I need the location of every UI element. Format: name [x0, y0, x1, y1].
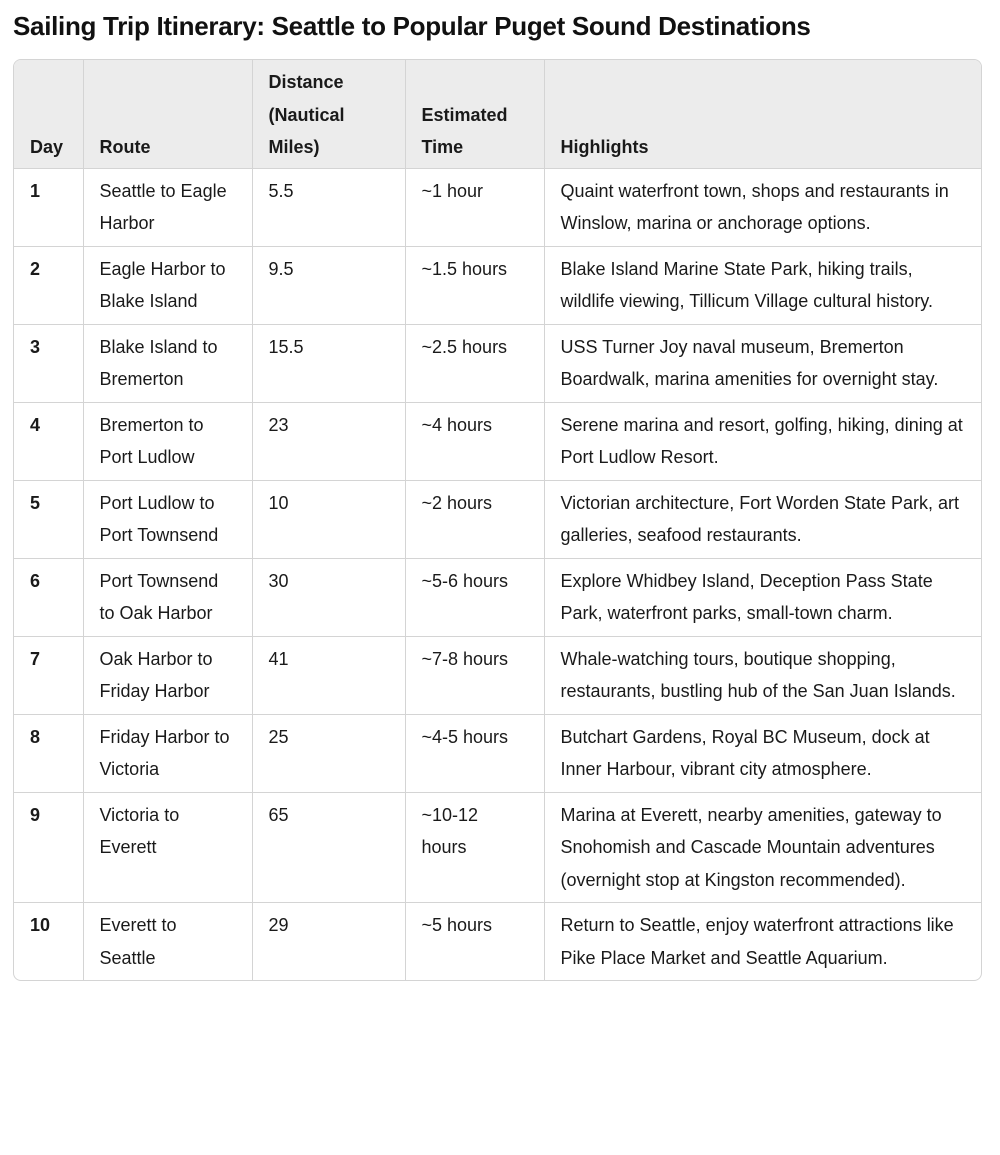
cell-day: 9: [14, 792, 83, 903]
cell-highlights: Explore Whidbey Island, Deception Pass State Park, waterfront parks, small-town charm.: [544, 558, 981, 636]
table-row: [14, 246, 981, 324]
header-day: Day: [14, 60, 83, 168]
cell-time: ~5-6 hours: [405, 558, 544, 636]
cell-time: ~10-12 hours: [405, 792, 544, 903]
cell-distance: 25: [252, 714, 405, 792]
cell-time: ~2.5 hours: [405, 324, 544, 402]
cell-time: ~5 hours: [405, 903, 544, 981]
header-distance: Distance (Nautical Miles): [252, 60, 405, 168]
header-highlights: Highlights: [544, 60, 981, 168]
header-route: Route: [83, 60, 252, 168]
cell-route: Friday Harbor to Victoria: [83, 714, 252, 792]
cell-distance: 41: [252, 636, 405, 714]
table-row: [14, 792, 981, 903]
cell-highlights: Butchart Gardens, Royal BC Museum, dock at Inner Harbour, vibrant city atmosphere.: [544, 714, 981, 792]
cell-time: ~7-8 hours: [405, 636, 544, 714]
cell-day: 8: [14, 714, 83, 792]
table-header: [14, 60, 981, 168]
cell-route: Oak Harbor to Friday Harbor: [83, 636, 252, 714]
table-row: [14, 714, 981, 792]
cell-highlights: Victorian architecture, Fort Worden State Park, art galleries, seafood restaurants.: [544, 480, 981, 558]
cell-distance: 30: [252, 558, 405, 636]
table-row: [14, 402, 981, 480]
cell-route: Seattle to Eagle Harbor: [83, 168, 252, 246]
table-row: [14, 903, 981, 981]
cell-route: Port Ludlow to Port Townsend: [83, 480, 252, 558]
cell-distance: 23: [252, 402, 405, 480]
cell-highlights: Quaint waterfront town, shops and restaurants in Winslow, marina or anchorage options.: [544, 168, 981, 246]
itinerary-table-container: [13, 59, 982, 981]
cell-route: Eagle Harbor to Blake Island: [83, 246, 252, 324]
cell-highlights: USS Turner Joy naval museum, Bremerton Boardwalk, marina amenities for overnight stay.: [544, 324, 981, 402]
table-row: [14, 558, 981, 636]
cell-highlights: Blake Island Marine State Park, hiking trails, wildlife viewing, Tillicum Village cultural history.: [544, 246, 981, 324]
cell-day: 4: [14, 402, 83, 480]
cell-day: 1: [14, 168, 83, 246]
cell-route: Bremerton to Port Ludlow: [83, 402, 252, 480]
cell-route: Port Townsend to Oak Harbor: [83, 558, 252, 636]
table-body: [14, 168, 981, 980]
table-row: [14, 168, 981, 246]
cell-day: 2: [14, 246, 83, 324]
cell-route: Everett to Seattle: [83, 903, 252, 981]
cell-day: 6: [14, 558, 83, 636]
itinerary-table: [14, 60, 981, 980]
cell-distance: 10: [252, 480, 405, 558]
cell-highlights: Marina at Everett, nearby amenities, gateway to Snohomish and Cascade Mountain adventures (overnight stop at Kingston recommended).: [544, 792, 981, 903]
cell-time: ~2 hours: [405, 480, 544, 558]
header-time: Estimated Time: [405, 60, 544, 168]
header-row: [14, 60, 981, 168]
cell-time: ~1.5 hours: [405, 246, 544, 324]
table-row: [14, 324, 981, 402]
cell-route: Victoria to Everett: [83, 792, 252, 903]
table-row: [14, 480, 981, 558]
cell-time: ~1 hour: [405, 168, 544, 246]
cell-distance: 9.5: [252, 246, 405, 324]
cell-highlights: Whale-watching tours, boutique shopping, restaurants, bustling hub of the San Juan Islands.: [544, 636, 981, 714]
cell-time: ~4-5 hours: [405, 714, 544, 792]
cell-distance: 5.5: [252, 168, 405, 246]
cell-time: ~4 hours: [405, 402, 544, 480]
table-row: [14, 636, 981, 714]
cell-highlights: Return to Seattle, enjoy waterfront attractions like Pike Place Market and Seattle Aquarium.: [560, 915, 954, 968]
cell-day: 5: [14, 480, 83, 558]
cell-distance: 15.5: [252, 324, 405, 402]
cell-distance: 65: [252, 792, 405, 903]
cell-day: 3: [14, 324, 83, 402]
cell-highlights: Serene marina and resort, golfing, hiking, dining at Port Ludlow Resort.: [544, 402, 981, 480]
cell-distance: 29: [252, 903, 405, 981]
page-title: Sailing Trip Itinerary: Seattle to Popular Puget Sound Destinations: [13, 11, 811, 41]
cell-day: 7: [14, 636, 83, 714]
cell-route: Blake Island to Bremerton: [83, 324, 252, 402]
cell-day: 10: [14, 903, 83, 981]
